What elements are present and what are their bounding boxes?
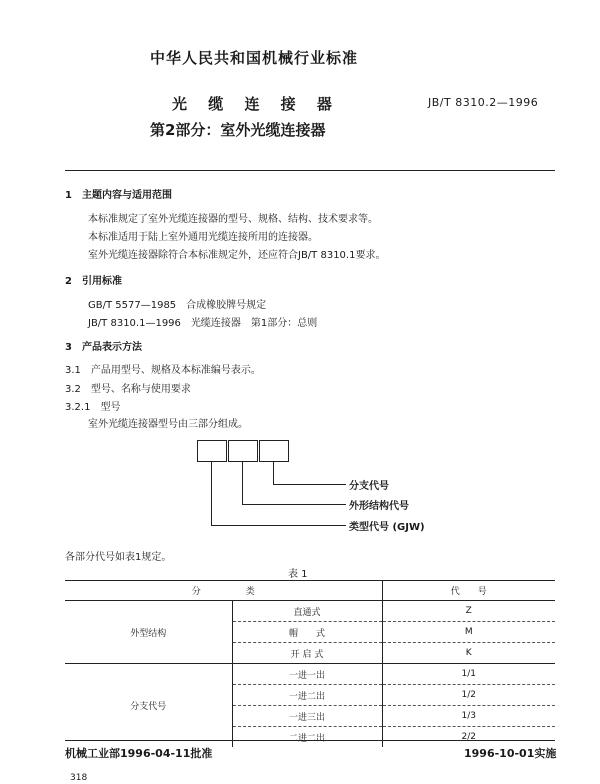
group-branch: 分支代号: [65, 664, 232, 748]
row-name: 开 启 式: [232, 643, 382, 664]
table-caption: 表 1: [288, 569, 308, 580]
row-name: 一进二出: [232, 685, 382, 706]
row-code: M: [382, 622, 555, 643]
row-code: 1/3: [382, 706, 555, 727]
row-code: K: [382, 643, 555, 664]
row-name: 二进二出: [232, 727, 382, 748]
footer-rule: [65, 740, 555, 741]
leader-line: [242, 504, 346, 505]
label-branch-code: 分支代号: [349, 481, 389, 492]
leader-line: [211, 462, 212, 525]
leader-line: [273, 462, 274, 484]
reference-standard: GB/T 5577—1985 合成橡胶牌号规定: [88, 300, 267, 311]
section-2-heading: 2 引用标准: [65, 276, 122, 287]
approval-date: 机械工业部1996-04-11批准: [65, 747, 213, 760]
section-3-1: 3.1 产品用型号、规格及本标准编号表示。: [65, 365, 261, 376]
section-1-heading: 1 主题内容与适用范围: [65, 190, 172, 201]
header-code: 代 号: [382, 580, 555, 601]
leader-line: [211, 525, 346, 526]
section-1-line: 室外光缆连接器除符合本标准规定外，还应符合JB/T 8310.1要求。: [88, 250, 386, 261]
row-code: 1/2: [382, 685, 555, 706]
title-rule: [65, 170, 555, 171]
leader-line: [273, 484, 346, 485]
leader-line: [242, 462, 243, 504]
implementation-date: 1996-10-01实施: [464, 747, 557, 760]
row-name: 一进一出: [232, 664, 382, 685]
section-3-2: 3.2 型号、名称与使用要求: [65, 384, 191, 395]
standard-header: 中华人民共和国机械行业标准: [150, 49, 359, 67]
section-3-2-1: 3.2.1 型号: [65, 402, 121, 413]
code-box-type: [197, 440, 227, 462]
table-intro: 各部分代号如表1规定。: [65, 552, 172, 563]
reference-standard: JB/T 8310.1—1996 光缆连接器 第1部分：总则: [88, 318, 318, 329]
standard-number: JB/T 8310.2—1996: [428, 96, 539, 109]
document-subtitle: 第2部分：室外光缆连接器: [150, 121, 326, 139]
section-1-line: 本标准适用于陆上室外通用光缆连接所用的连接器。: [88, 232, 318, 243]
code-table: [65, 580, 555, 747]
label-shape-code: 外形结构代号: [349, 501, 409, 512]
header-class: 分 类: [65, 580, 382, 601]
code-box-branch: [259, 440, 289, 462]
row-code: Z: [382, 601, 555, 622]
label-type-code: 类型代号 (GJW): [349, 522, 425, 533]
group-shape: 外型结构: [130, 628, 167, 639]
row-code: 2/2: [382, 727, 555, 748]
row-name: 帽 式: [232, 622, 382, 643]
code-box-shape: [228, 440, 258, 462]
section-3-2-1-text: 室外光缆连接器型号由三部分组成。: [88, 419, 248, 430]
row-name: 直通式: [232, 601, 382, 622]
row-code: 1/1: [382, 664, 555, 685]
document-title: 光 缆 连 接 器: [172, 95, 333, 113]
section-1-line: 本标准规定了室外光缆连接器的型号、规格、结构、技术要求等。: [88, 214, 378, 225]
page-number: 318: [70, 773, 88, 783]
section-3-heading: 3 产品表示方法: [65, 342, 142, 353]
row-name: 一进三出: [232, 706, 382, 727]
